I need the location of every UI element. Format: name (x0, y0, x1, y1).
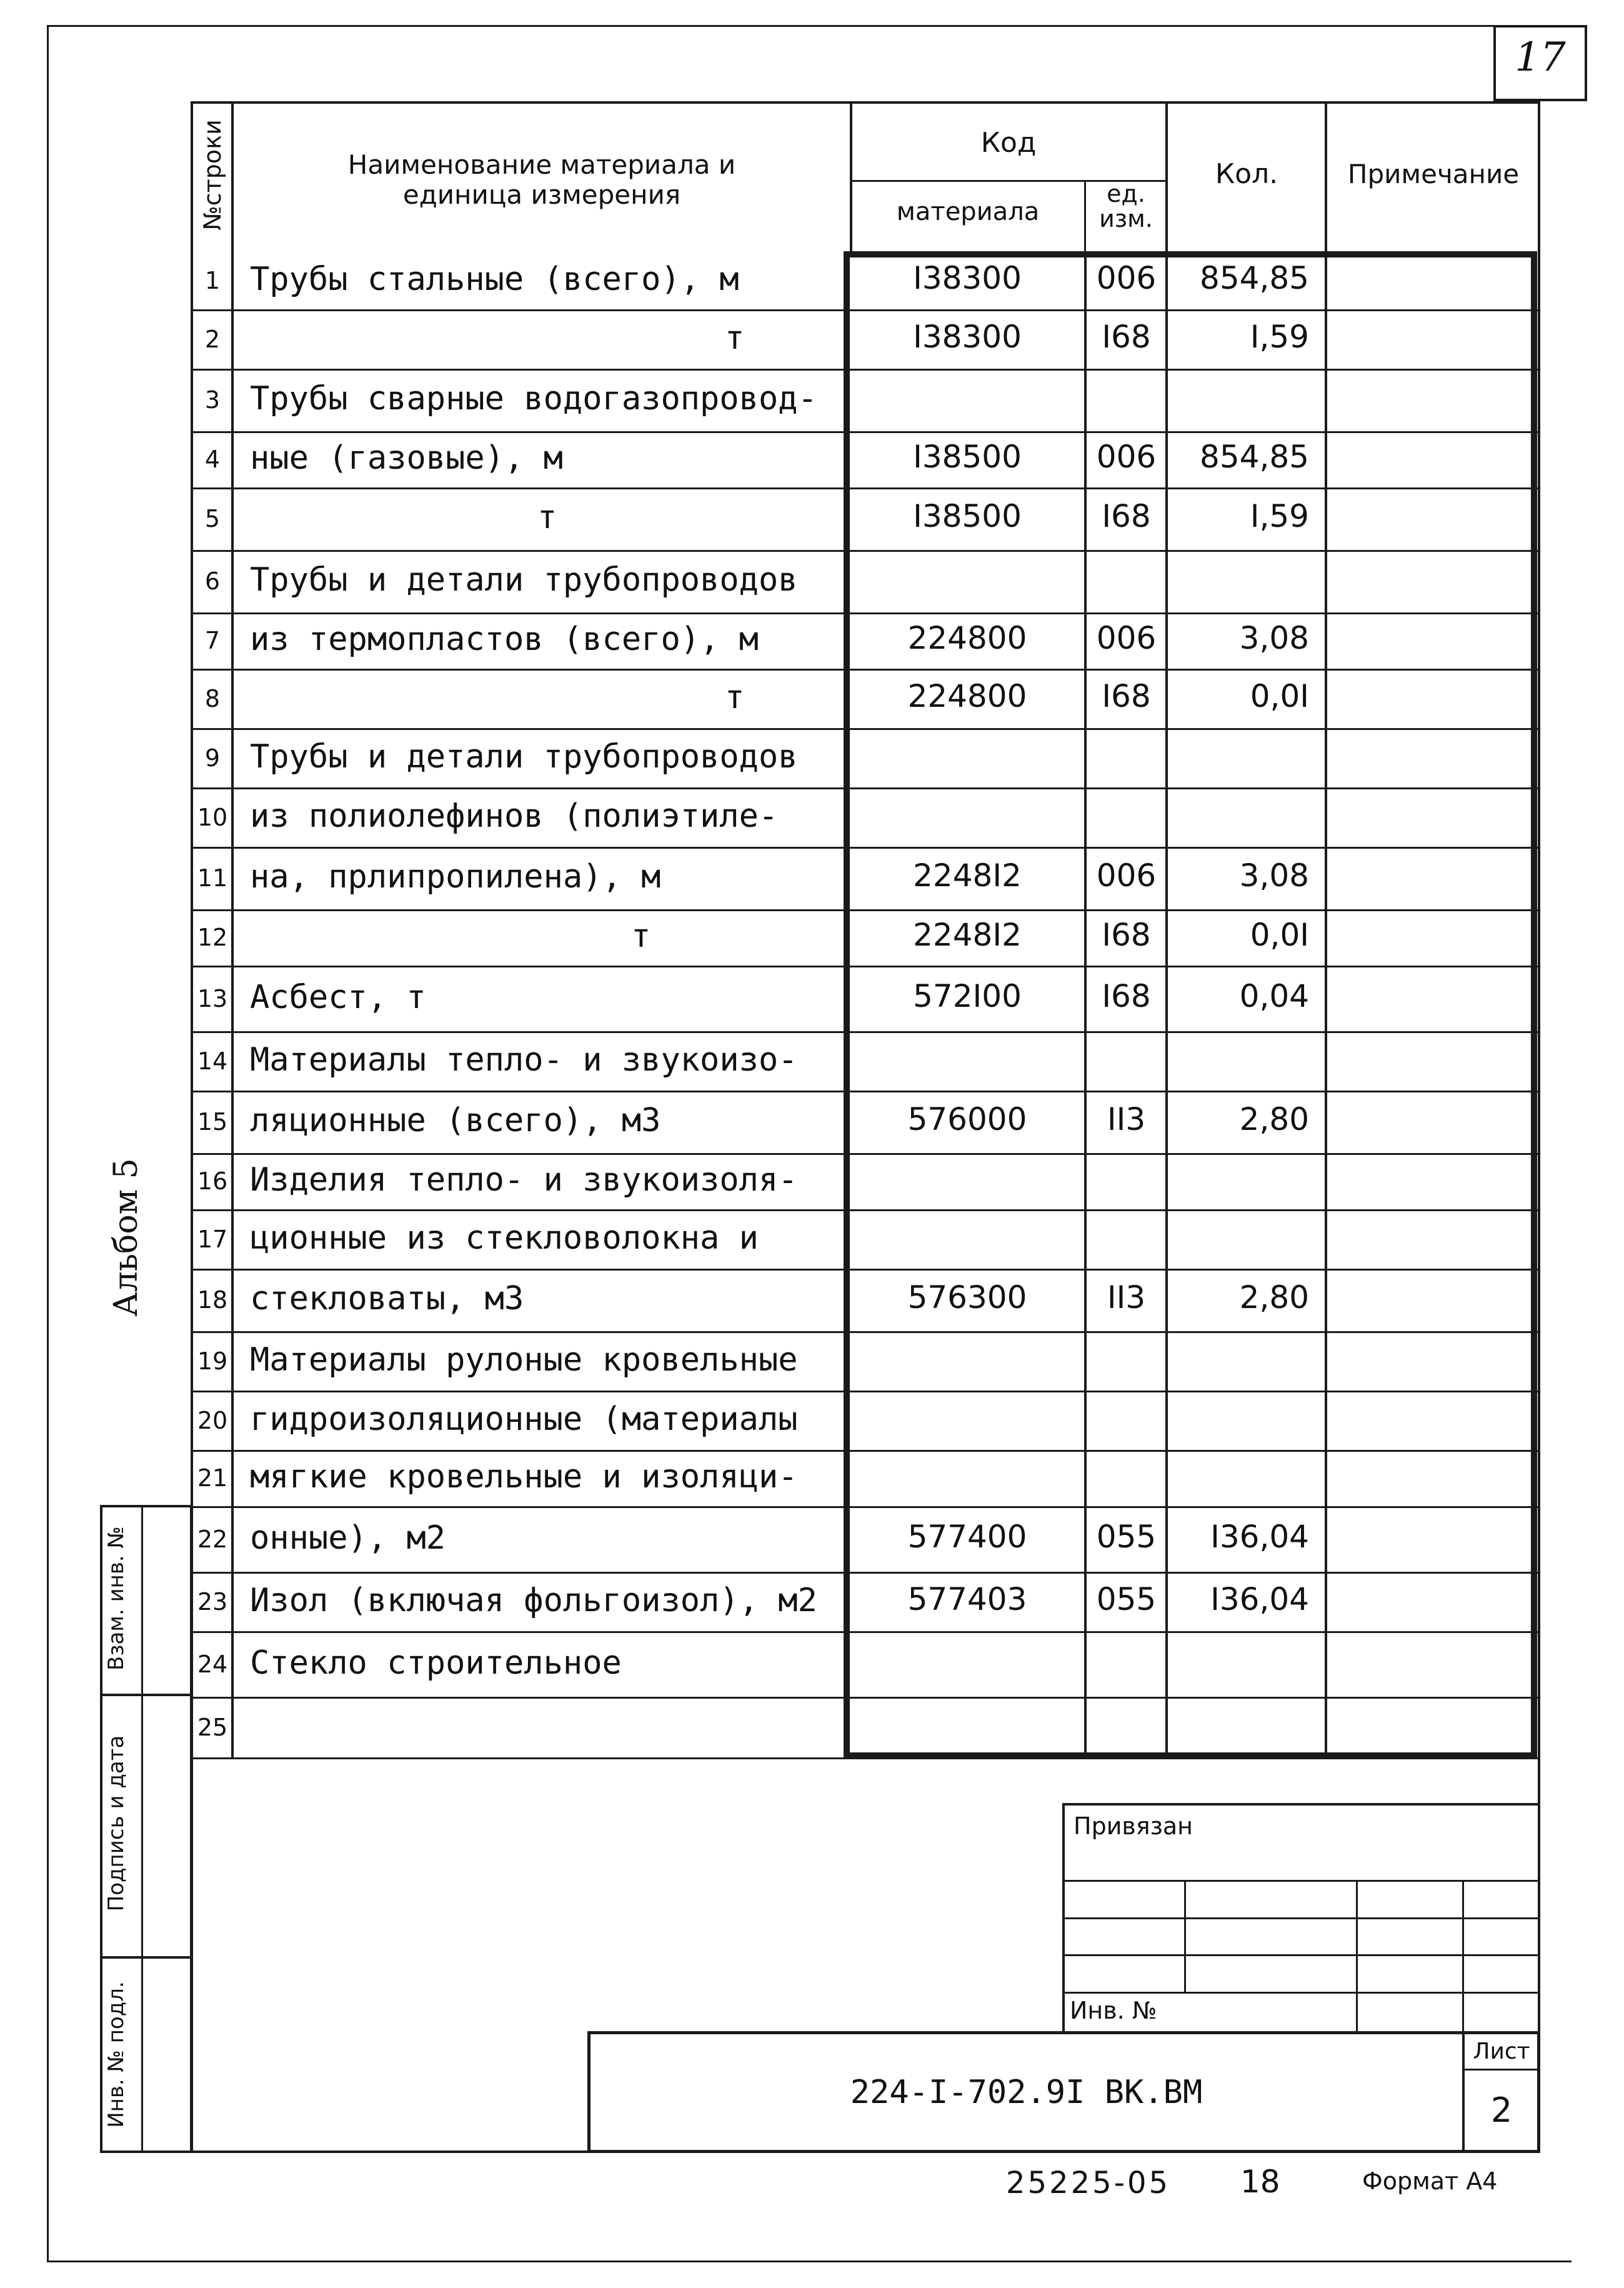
material-name: стекловаты, м3 (250, 1280, 524, 1317)
row-number: 8 (204, 684, 221, 712)
row-number: 23 (197, 1587, 228, 1616)
row-number: 25 (197, 1713, 228, 1741)
unit-code: 055 (1096, 1518, 1157, 1555)
unit-code: I68 (1102, 917, 1151, 953)
privyazan-col-2 (1356, 1880, 1358, 2034)
material-code: 576300 (907, 1279, 1027, 1316)
material-name: на, прлипропилена), м (250, 858, 661, 896)
material-name: Трубы и детали трубопроводов (250, 561, 798, 599)
unit-code: II3 (1107, 1279, 1146, 1316)
inv-podl-label: Инв. № подл. (104, 1981, 129, 2128)
material-name: т (537, 499, 557, 536)
row-number: 24 (197, 1650, 228, 1678)
material-code: 2248I2 (913, 857, 1022, 894)
material-name: Трубы и детали трубопроводов (250, 737, 798, 776)
row-number: 1 (204, 266, 221, 294)
row-number: 10 (197, 803, 228, 831)
row-number: 20 (197, 1406, 228, 1434)
row-number: 3 (204, 386, 221, 414)
privyazan-line-4 (1062, 1992, 1540, 1994)
privyazan-col-1 (1184, 1880, 1186, 1992)
unit-code: 006 (1096, 857, 1157, 894)
podpis-label: Подпись и дата (104, 1735, 129, 1912)
quantity: 2,80 (1239, 1101, 1309, 1137)
sheet-mark: 17 (1515, 34, 1566, 81)
row-number: 13 (197, 984, 228, 1012)
material-name: Изделия тепло- и звукоизоля- (250, 1161, 798, 1199)
col-line-code (1084, 251, 1087, 1757)
vzam-label: Взам. инв. № (104, 1526, 129, 1671)
material-name: Материалы рулоные кровельные (250, 1341, 798, 1379)
material-name: Асбест, т (250, 978, 426, 1016)
material-code: 572I00 (913, 977, 1022, 1014)
material-name: ционные из стекловолокна и (250, 1219, 759, 1257)
material-name: онные), м2 (250, 1519, 446, 1557)
quantity: 0,0I (1250, 917, 1309, 953)
col-line-qty (1325, 251, 1327, 1757)
material-name: гидроизоляционные (материалы (250, 1400, 798, 1438)
unit-code: I68 (1102, 977, 1151, 1014)
quantity: 0,04 (1239, 977, 1309, 1014)
material-code: I38300 (913, 318, 1022, 355)
unit-code: 006 (1096, 259, 1157, 296)
order-number: 25225-05 (1006, 2166, 1171, 2201)
page-number: 18 (1240, 2164, 1280, 2200)
row-number: 19 (197, 1347, 228, 1375)
row-number: 6 (204, 567, 221, 595)
sheet-top-border (47, 25, 1572, 27)
col-line-name-hdr (850, 101, 852, 251)
material-code: I38300 (913, 259, 1022, 296)
quantity: 854,85 (1200, 259, 1309, 296)
row-number: 22 (197, 1525, 228, 1553)
header-unit: ед. изм. (1099, 180, 1153, 232)
row-number: 2 (204, 325, 221, 353)
quantity: 2,80 (1239, 1279, 1309, 1316)
row-number: 14 (197, 1047, 228, 1075)
material-name: т (725, 678, 745, 716)
quantity: 3,08 (1239, 857, 1309, 894)
list-number: 2 (1490, 2091, 1513, 2130)
row-number: 5 (204, 505, 221, 532)
row-number: 15 (197, 1108, 228, 1136)
material-name: ляционные (всего), м3 (250, 1102, 661, 1139)
quantity: 854,85 (1200, 439, 1309, 475)
material-code: 2248I2 (913, 917, 1022, 953)
side-stamp-divider (141, 1505, 143, 2153)
sheet-left-border (47, 25, 49, 2262)
col-line-unit (1165, 251, 1168, 1757)
material-name: Материалы тепло- и звукоизо- (250, 1041, 798, 1079)
material-name: т (725, 319, 745, 357)
privyazan-line-2 (1062, 1917, 1540, 1919)
row-number: 21 (197, 1464, 228, 1492)
sheet-bottom-border (47, 2261, 1572, 2262)
material-name: т (631, 917, 651, 955)
unit-code: I68 (1102, 318, 1151, 355)
header-code: Код (980, 127, 1037, 159)
material-name: Трубы стальные (всего), м (250, 260, 739, 298)
material-code: 224800 (907, 620, 1027, 656)
row-number: 4 (204, 446, 221, 473)
material-name: мягкие кровельные и изоляци- (250, 1458, 798, 1496)
unit-code: 006 (1096, 620, 1157, 656)
header-note: Примечание (1347, 159, 1520, 189)
privyazan-line-1 (1062, 1880, 1540, 1882)
material-name: из полиолефинов (полиэтиле- (250, 797, 779, 835)
quantity: I36,04 (1210, 1581, 1309, 1617)
album-label: Альбом 5 (107, 1158, 145, 1317)
quantity: I,59 (1250, 498, 1309, 534)
quantity: 0,0I (1250, 677, 1309, 714)
quantity: 3,08 (1239, 620, 1309, 656)
row-number: 11 (197, 864, 228, 892)
unit-code: I68 (1102, 498, 1151, 534)
row-number: 7 (204, 627, 221, 654)
header-qty: Кол. (1215, 158, 1278, 190)
header-row-no: №строки (199, 119, 226, 231)
material-name: Изол (включая фольгоизол), м2 (250, 1581, 817, 1619)
row-number: 18 (197, 1286, 228, 1314)
privyazan-col-3 (1462, 1880, 1464, 2034)
format-label: Формат А4 (1362, 2167, 1498, 2195)
inv-no-label: Инв. № (1070, 1997, 1157, 2024)
body-thick-frame (844, 251, 1537, 1759)
unit-code: II3 (1107, 1101, 1146, 1137)
header-material-code: материала (896, 197, 1040, 226)
quantity: I36,04 (1210, 1518, 1309, 1555)
row-number: 16 (197, 1167, 228, 1195)
list-label: Лист (1473, 2039, 1530, 2064)
side-stamp-line-2 (100, 1956, 192, 1959)
material-code: 224800 (907, 677, 1027, 714)
row-number: 12 (197, 924, 228, 951)
material-name: Стекло строительное (250, 1644, 622, 1682)
material-name: из термопластов (всего), м (250, 621, 759, 658)
privyazan-label: Привязан (1074, 1812, 1193, 1840)
unit-code: 006 (1096, 439, 1157, 475)
material-name: Трубы сварные водогазопровод- (250, 380, 817, 417)
privyazan-line-3 (1062, 1954, 1540, 1956)
header-name: Наименование материала и единица измерения (347, 149, 736, 210)
material-code: 577403 (907, 1581, 1027, 1617)
material-code: I38500 (913, 498, 1022, 534)
material-code: 576000 (907, 1101, 1027, 1137)
material-code: I38500 (913, 439, 1022, 475)
list-label-line (1462, 2069, 1540, 2071)
material-name: ные (газовые), м (250, 439, 563, 477)
quantity: I,59 (1250, 318, 1309, 355)
unit-code: 055 (1096, 1581, 1157, 1617)
material-code: 577400 (907, 1518, 1027, 1555)
doc-code: 224-I-702.9I ВК.ВМ (850, 2074, 1203, 2111)
row-number: 17 (197, 1225, 228, 1253)
unit-code: I68 (1102, 677, 1151, 714)
row-number: 9 (204, 744, 221, 772)
